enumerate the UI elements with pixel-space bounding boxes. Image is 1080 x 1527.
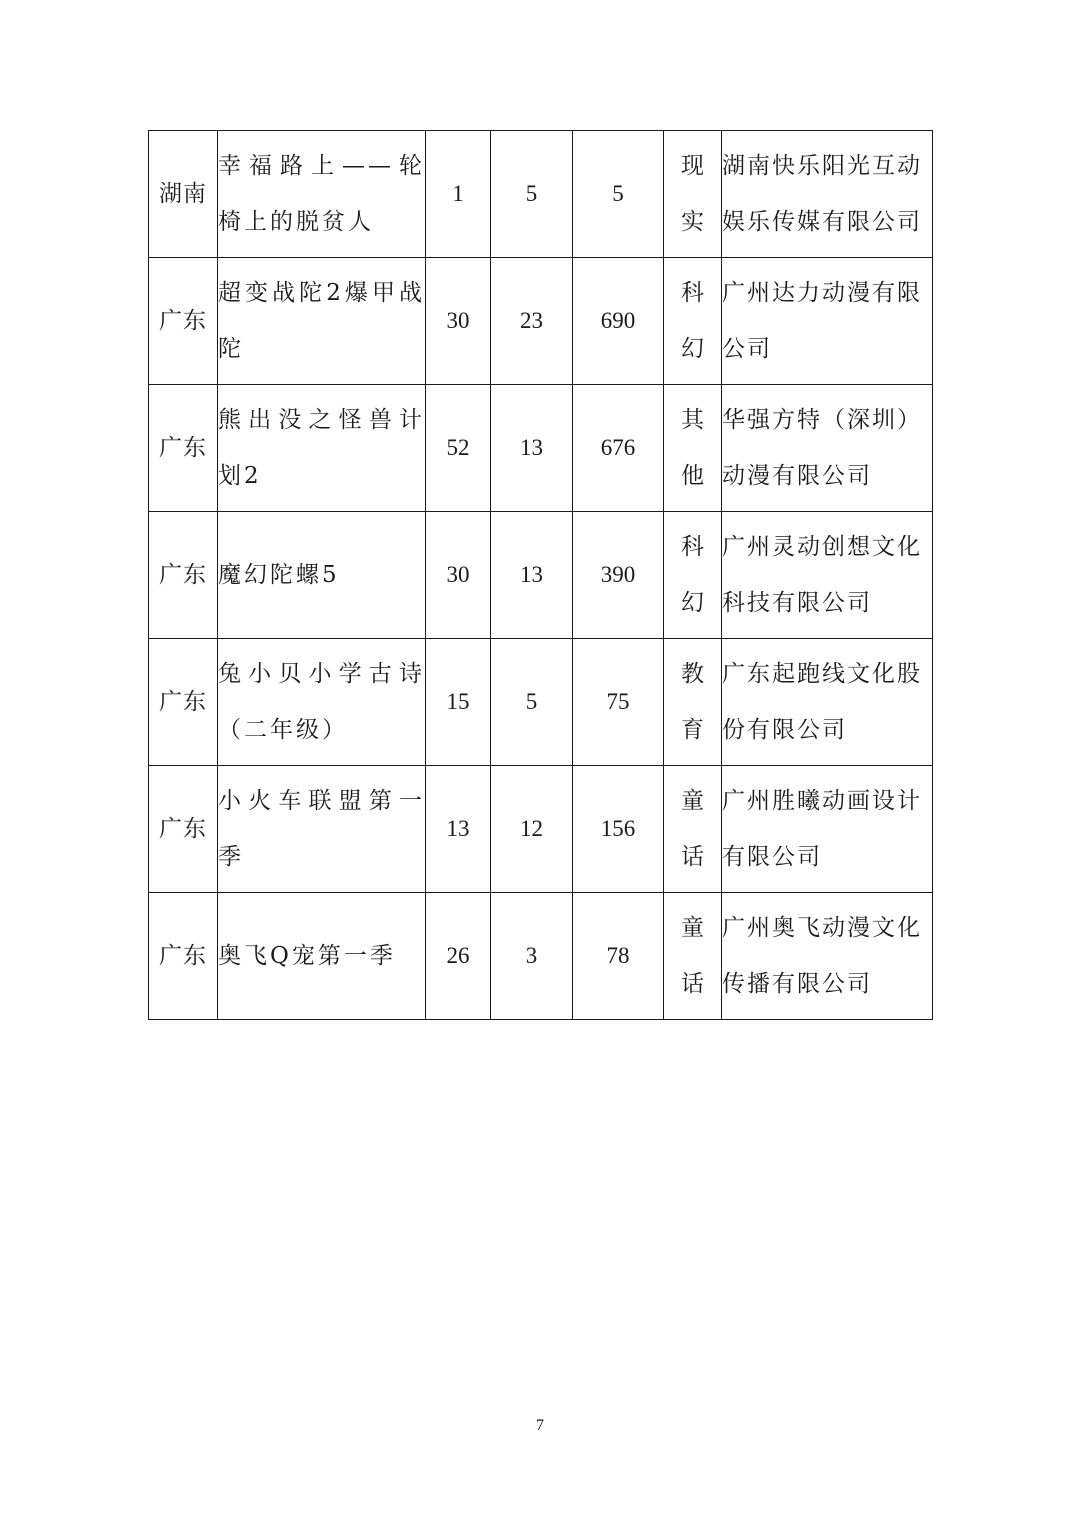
company-cell: 华强方特（深圳）动漫有限公司	[722, 385, 933, 512]
region-cell: 广东	[149, 385, 218, 512]
table-body	[149, 131, 933, 1020]
genre-label: 科幻	[681, 534, 704, 616]
total-minutes-cell: 676	[573, 385, 664, 512]
table-row	[149, 893, 933, 1020]
table-row	[149, 766, 933, 893]
table-row	[149, 639, 933, 766]
genre-label: 现实	[681, 153, 704, 235]
genre-label: 童话	[681, 915, 704, 997]
episodes-cell: 15	[426, 639, 491, 766]
region-cell: 广东	[149, 766, 218, 893]
episodes-cell: 52	[426, 385, 491, 512]
genre-label: 科幻	[681, 280, 704, 362]
title-cell: 熊出没之怪兽计划2	[218, 385, 426, 512]
genre-cell	[664, 258, 722, 385]
company-cell: 广东起跑线文化股份有限公司	[722, 639, 933, 766]
region-cell: 广东	[149, 639, 218, 766]
company-cell: 广州灵动创想文化科技有限公司	[722, 512, 933, 639]
genre-label: 童话	[681, 788, 704, 870]
genre-label: 教育	[681, 661, 704, 743]
company-cell: 湖南快乐阳光互动娱乐传媒有限公司	[722, 131, 933, 258]
total-minutes-cell: 78	[573, 893, 664, 1020]
episodes-cell: 26	[426, 893, 491, 1020]
region-cell: 广东	[149, 893, 218, 1020]
total-minutes-cell: 5	[573, 131, 664, 258]
table-row	[149, 131, 933, 258]
title-cell: 兔小贝小学古诗（二年级）	[218, 639, 426, 766]
region-cell: 湖南	[149, 131, 218, 258]
genre-cell	[664, 131, 722, 258]
title-cell: 魔幻陀螺5	[218, 512, 426, 639]
episodes-cell: 13	[426, 766, 491, 893]
minutes-per-episode-cell: 13	[491, 385, 573, 512]
minutes-per-episode-cell: 13	[491, 512, 573, 639]
table-row	[149, 512, 933, 639]
genre-cell	[664, 893, 722, 1020]
title-cell: 奥飞Q宠第一季	[218, 893, 426, 1020]
title-cell: 小火车联盟第一季	[218, 766, 426, 893]
title-cell: 超变战陀2爆甲战陀	[218, 258, 426, 385]
total-minutes-cell: 390	[573, 512, 664, 639]
region-cell: 广东	[149, 258, 218, 385]
minutes-per-episode-cell: 23	[491, 258, 573, 385]
minutes-per-episode-cell: 3	[491, 893, 573, 1020]
table-row	[149, 258, 933, 385]
region-cell: 广东	[149, 512, 218, 639]
episodes-cell: 1	[426, 131, 491, 258]
genre-cell	[664, 385, 722, 512]
company-cell: 广州胜曦动画设计有限公司	[722, 766, 933, 893]
total-minutes-cell: 156	[573, 766, 664, 893]
genre-label: 其他	[681, 407, 704, 489]
total-minutes-cell: 690	[573, 258, 664, 385]
minutes-per-episode-cell: 5	[491, 639, 573, 766]
title-cell: 幸福路上——轮椅上的脱贫人	[218, 131, 426, 258]
episodes-cell: 30	[426, 258, 491, 385]
page-number: 7	[536, 1417, 544, 1434]
minutes-per-episode-cell: 12	[491, 766, 573, 893]
animation-production-table	[148, 130, 933, 1020]
company-cell: 广州奥飞动漫文化传播有限公司	[722, 893, 933, 1020]
genre-cell	[664, 639, 722, 766]
genre-cell	[664, 766, 722, 893]
genre-cell	[664, 512, 722, 639]
minutes-per-episode-cell: 5	[491, 131, 573, 258]
total-minutes-cell: 75	[573, 639, 664, 766]
episodes-cell: 30	[426, 512, 491, 639]
table-row	[149, 385, 933, 512]
company-cell: 广州达力动漫有限公司	[722, 258, 933, 385]
